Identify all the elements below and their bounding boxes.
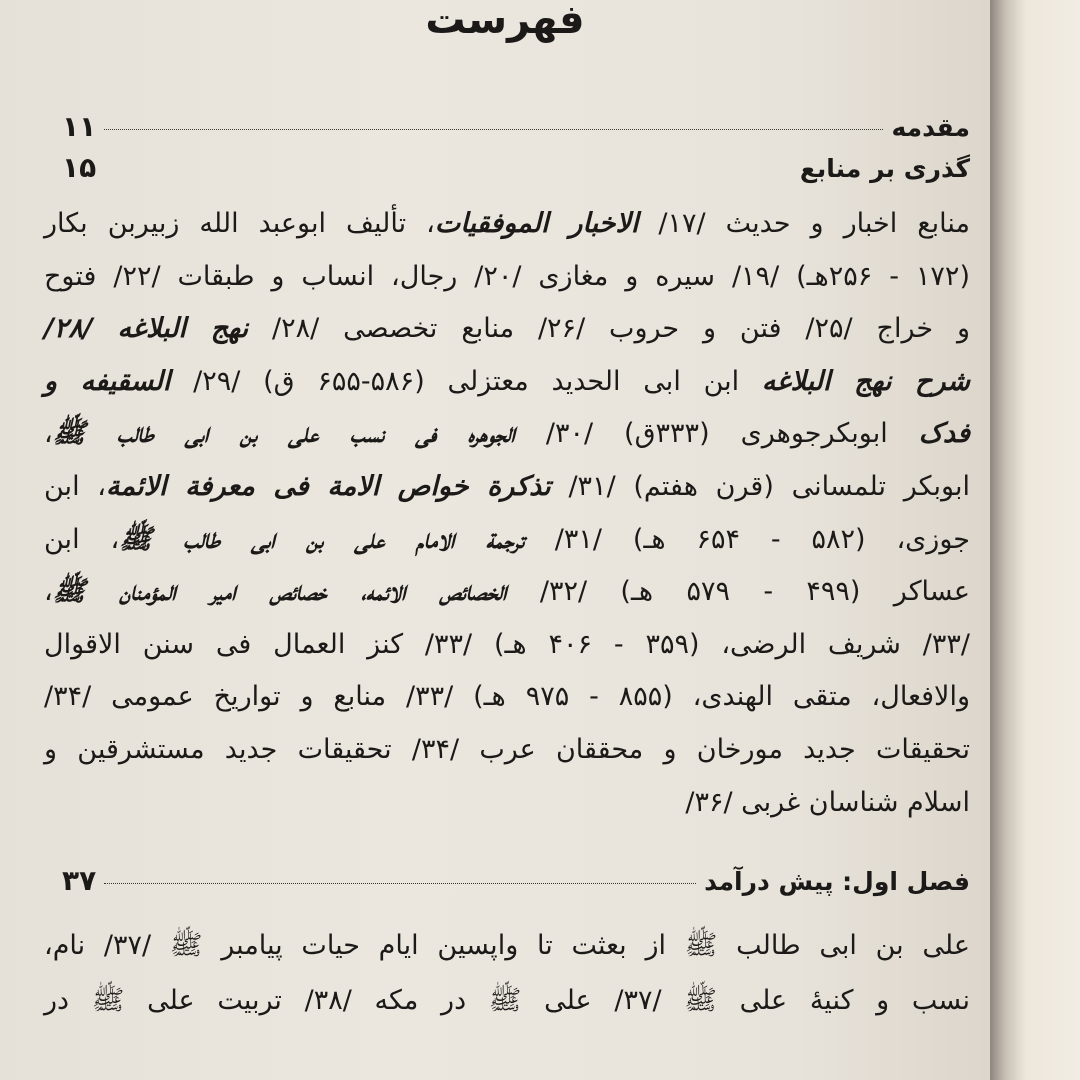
text-segment: تحقیقات جدید مورخان و محققان عرب /۳۴/ تحقیقات جدید مستشرقین و: [44, 734, 970, 765]
dotted-leader: [104, 129, 883, 130]
toc-body-line: [44, 311, 970, 347]
toc-body-line: [44, 364, 970, 400]
toc-body-line: [44, 679, 970, 715]
toc-entry-page: ۱۵: [62, 151, 97, 184]
text-segment: ، تألیف ابوعبد الله زبیربن بکار: [44, 208, 435, 239]
text-segment: ، ابن: [44, 523, 120, 555]
page-title: فهرست: [425, 0, 585, 43]
text-segment: ، ابن: [44, 471, 107, 502]
toc-entry-introduction: [62, 111, 970, 144]
toc-body-line: [44, 928, 970, 964]
toc-body-line: [44, 259, 970, 295]
toc-body-line: [44, 785, 970, 821]
toc-body-line: [44, 206, 970, 242]
text-segment: منابع اخبار و حدیث /۱۷/: [638, 208, 970, 239]
text-segment: ابوبکر تلمسانی (قرن هفتم) /۳۱/: [550, 471, 971, 502]
toc-body-line: [44, 522, 970, 558]
toc-entry-chapter-one: [62, 865, 970, 898]
text-segment: والافعال، متقی الهندی، (۸۵۵ - ۹۷۵ هـ) /۳۳/ منابع و تواریخ عمومی /۳۴/: [44, 681, 970, 713]
facing-page-edge: [990, 0, 1080, 1080]
book-title-segment: الجوهره فی نسب علی بن ابی طالب ﷺ: [52, 418, 515, 450]
toc-entry-title: فصل اول: پیش درآمد: [704, 867, 970, 896]
text-segment: عساکر (۴۹۹ - ۵۷۹ هـ) /۳۲/: [506, 576, 970, 608]
text-segment: /۳۳/ شریف الرضی، (۳۵۹ - ۴۰۶ هـ) /۳۳/ کنز العمال فی سنن الاقوال: [44, 628, 970, 660]
book-title-segment: شرح نهج البلاغه: [761, 365, 971, 397]
text-segment: اسلام شناسان غربی /۳۶/: [685, 786, 970, 818]
toc-body-line: [44, 416, 970, 452]
toc-body-line: [44, 732, 970, 768]
book-title-segment: نهج البلاغه /۲۸/: [44, 313, 249, 345]
toc-entry-page: ۳۷: [62, 864, 97, 897]
book-title-segment: السقیفه و: [44, 365, 171, 397]
text-segment: و خراج /۲۵/ فتن و حروب /۲۶/ منابع تخصصی /۲۸/: [248, 313, 970, 345]
book-title-segment: ترجمة الامام علی بن ابی طالب ﷺ: [119, 523, 524, 555]
text-segment: علی بن ابی طالب ﷺ از بعثت تا واپسین ایام حیات پیامبر ﷺ /۳۷/ نام،: [44, 930, 970, 961]
toc-entry-page: ۱۱: [62, 110, 97, 143]
toc-body-line: [44, 627, 970, 663]
book-title-segment: الخصائص الائمه، خصائص امیر المؤمنان ﷺ: [52, 576, 507, 608]
text-segment: جوزی، (۵۸۲ - ۶۵۴ هـ) /۳۱/: [523, 523, 970, 555]
toc-entry-title: مقدمه: [891, 113, 970, 142]
book-title-segment: تذکرة خواص الامة فی معرفة الائمة: [106, 471, 551, 502]
toc-entry-sources: [62, 152, 970, 185]
text-segment: ابن ابی الحدید معتزلی (۵۸۶-۶۵۵ ق) /۲۹/: [170, 365, 762, 397]
text-segment: (۱۷۲ - ۲۵۶هـ) /۱۹/ سیره و مغازی /۲۰/ رجال، انساب و طبقات /۲۲/ فتوح: [44, 260, 970, 292]
book-title-segment: الاخبار الموفقیات: [434, 208, 639, 239]
toc-content: [40, 0, 970, 1080]
text-segment: ،: [44, 576, 53, 608]
text-segment: نسب و کنیهٔ علی ﷺ /۳۷/ علی ﷺ در مکه /۳۸/ تربیت علی ﷺ در: [44, 985, 970, 1016]
toc-body-line: [44, 469, 970, 505]
toc-body-line: [44, 983, 970, 1019]
dotted-leader: [104, 883, 696, 884]
book-title-segment: فدک: [918, 418, 970, 450]
toc-entry-title: گذری بر منابع: [799, 154, 970, 183]
text-segment: ابوبکرجوهری (۳۳۳ق) /۳۰/: [514, 418, 919, 450]
text-segment: ،: [44, 418, 53, 450]
toc-body-line: [44, 574, 970, 610]
